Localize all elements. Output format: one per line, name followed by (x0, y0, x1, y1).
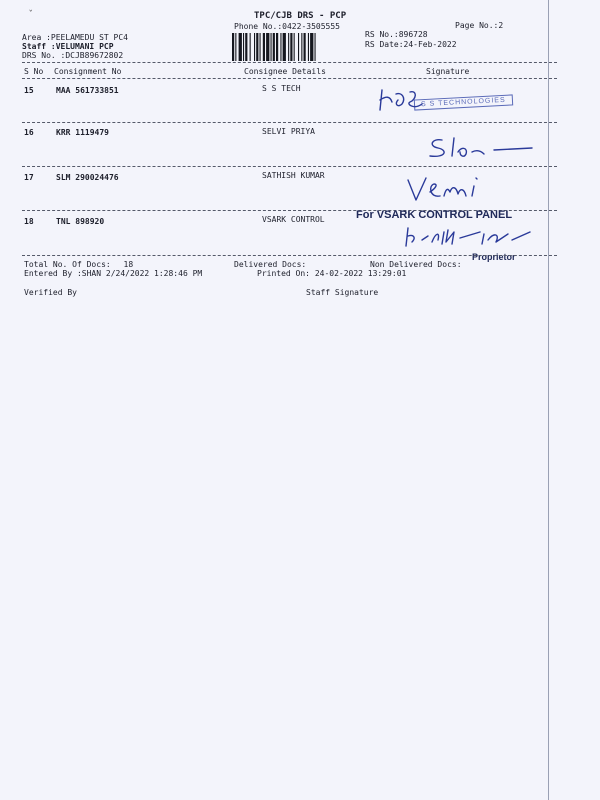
column-header-consignee: Consignee Details (244, 67, 326, 76)
staff-signature-label: Staff Signature (306, 288, 379, 297)
page-number (455, 21, 503, 30)
drs-value: DCJB89672802 (65, 51, 124, 60)
divider (22, 62, 557, 63)
rs-no-value: 896728 (398, 30, 428, 39)
entered-by-label: Entered By : (24, 269, 82, 278)
drs-label: DRS No. : (22, 51, 66, 60)
company-stamp-role: Proprietor (472, 252, 516, 262)
column-header-sno: S No (24, 67, 44, 76)
rs-date-label: RS Date: (365, 40, 404, 49)
page-label: Page No.: (455, 21, 499, 30)
printed-on-label: Printed On: (257, 269, 310, 278)
printed-on (257, 269, 406, 278)
document-title: TPC/CJB DRS - PCP (254, 11, 347, 21)
phone-line (234, 22, 340, 31)
row-consignee: SATHISH KUMAR (262, 171, 325, 180)
printed-on-value: 24-02-2022 13:29:01 (314, 269, 407, 278)
delivered-docs-label: Delivered Docs: (234, 260, 307, 269)
phone-label: Phone No.: (234, 22, 283, 31)
scan-edge-line (548, 0, 549, 800)
barcode-image (232, 33, 354, 61)
row-consignment-no: KRR 1119479 (56, 128, 109, 137)
row-consignee: S S TECH (262, 84, 301, 93)
entered-by-value: SHAN 2/24/2022 1:28:46 PM (81, 269, 203, 278)
row-sno: 17 (24, 173, 34, 182)
handwritten-signature (376, 82, 436, 116)
row-consignment-no: MAA 561733851 (56, 86, 119, 95)
column-header-consignment: Consignment No (54, 67, 122, 76)
row-consignee: VSARK CONTROL (262, 215, 325, 224)
staff-value: VELUMANI PCP (55, 42, 114, 51)
row-consignment-no: TNL 898920 (56, 217, 105, 226)
row-sno: 15 (24, 86, 34, 95)
total-docs (24, 260, 133, 269)
non-delivered-docs-label: Non Delivered Docs: (370, 260, 462, 269)
handwritten-signature (404, 170, 494, 206)
staff-line (22, 42, 114, 51)
row-sno: 16 (24, 128, 34, 137)
divider (22, 255, 557, 256)
divider (22, 166, 557, 167)
phone-value: 0422-3505555 (282, 22, 340, 31)
entered-by (24, 269, 202, 278)
area-line (22, 33, 128, 42)
area-label: Area : (22, 33, 51, 42)
divider (22, 122, 557, 123)
company-stamp: S S TECHNOLOGIES (414, 94, 513, 110)
column-header-signature: Signature (426, 67, 470, 76)
rs-no-line (365, 30, 428, 39)
corner-mark: ˇ (28, 10, 34, 20)
total-docs-value: 18 (123, 260, 134, 269)
handwritten-signature (400, 222, 540, 252)
page-value: 2 (498, 21, 504, 30)
row-consignee: SELVI PRIYA (262, 127, 315, 136)
handwritten-signature (424, 132, 544, 164)
divider (22, 78, 557, 79)
rs-no-label: RS No.: (365, 30, 399, 39)
company-stamp-title: For VSARK CONTROL PANEL (356, 209, 513, 221)
area-value: PEELAMEDU ST PC4 (50, 33, 128, 42)
rs-date-line (365, 40, 457, 49)
staff-label: Staff : (22, 42, 56, 51)
row-consignment-no: SLM 290024476 (56, 173, 119, 182)
rs-date-value: 24-Feb-2022 (403, 40, 457, 49)
total-docs-label: Total No. Of Docs: (24, 260, 111, 269)
drs-line (22, 51, 123, 60)
row-sno: 18 (24, 217, 34, 226)
verified-by-label: Verified By (24, 288, 77, 297)
